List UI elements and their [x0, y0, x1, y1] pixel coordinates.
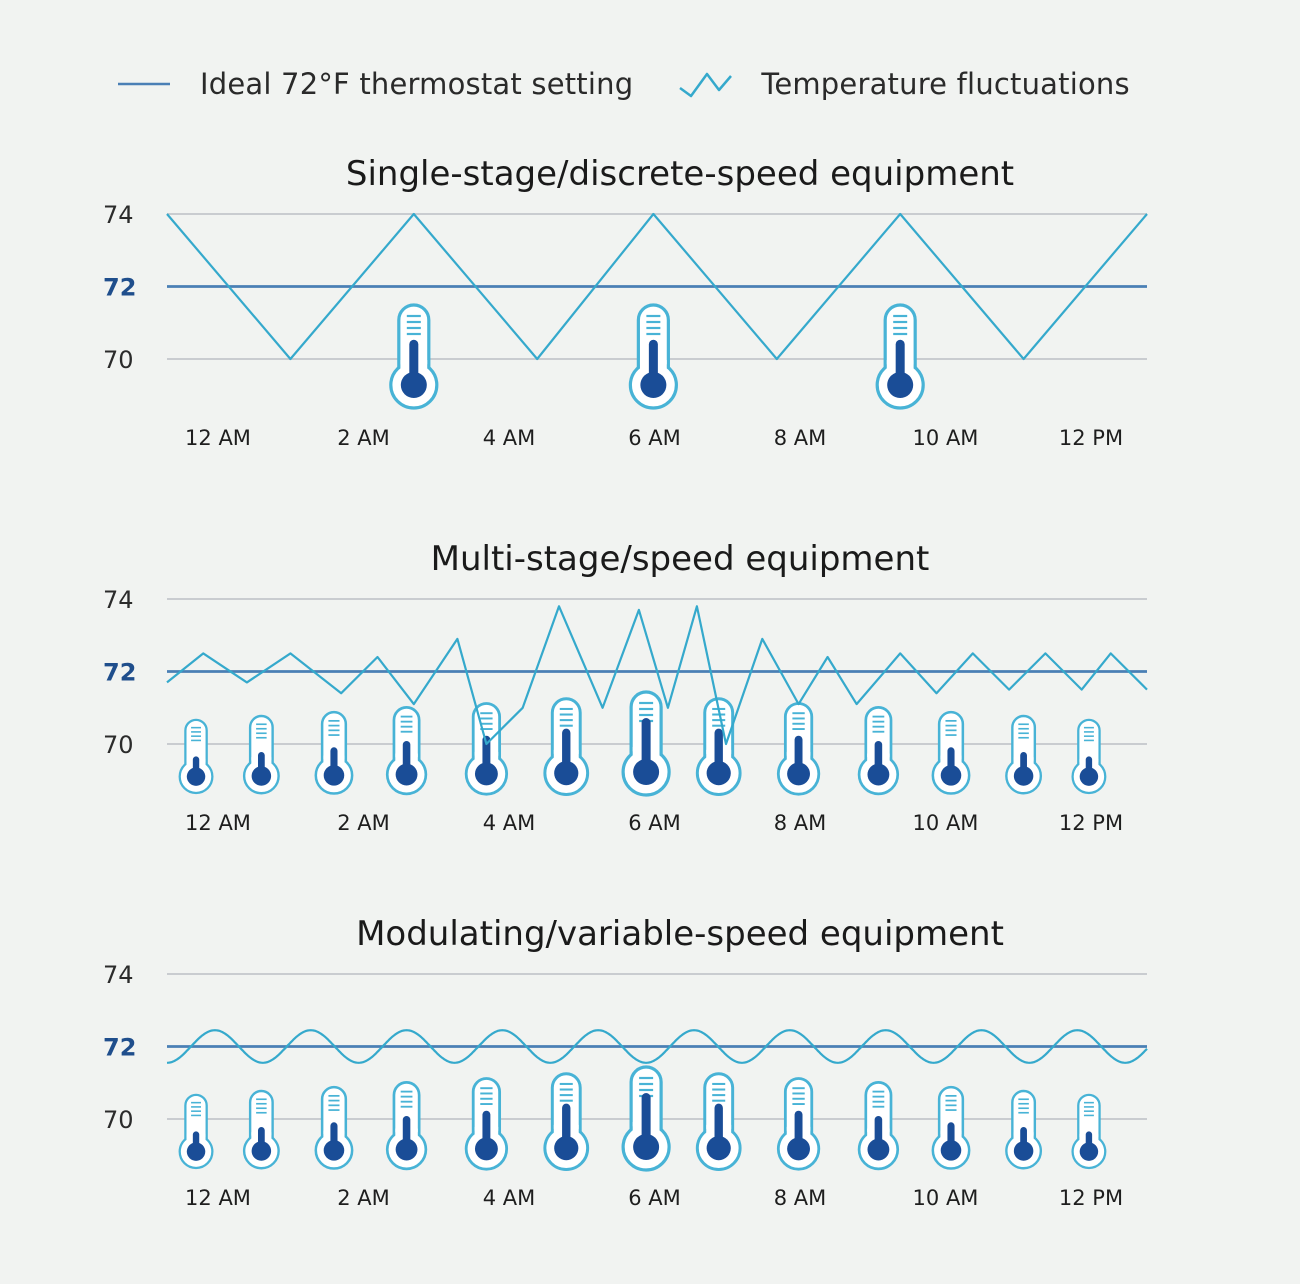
thermometer-icon — [778, 704, 818, 795]
thermometer-bulb — [252, 766, 272, 786]
x-tick-label: 4 AM — [482, 1186, 536, 1210]
legend-item-setpoint — [118, 62, 679, 106]
thermometer-icon — [877, 305, 923, 408]
legend — [118, 62, 1176, 106]
thermometer-icon — [391, 305, 437, 408]
chart-multi-stage — [0, 525, 1300, 855]
thermometer-bulb — [396, 1139, 418, 1161]
thermometer-bulb — [475, 1137, 498, 1160]
thermometer-bulb — [941, 765, 962, 786]
x-tick-label: 12 AM — [185, 1186, 251, 1210]
thermometer-icon — [933, 1087, 969, 1168]
chart-title: Modulating/variable-speed equipment — [356, 914, 1004, 954]
x-tick-label: 4 AM — [482, 811, 536, 835]
straight-line-icon — [118, 62, 172, 106]
x-tick-label: 12 AM — [185, 811, 251, 835]
thermometer-bulb — [324, 765, 345, 786]
legend-item-fluctuation — [679, 62, 1176, 106]
thermometer-bulb — [707, 1136, 731, 1160]
x-tick-label: 12 PM — [1058, 426, 1124, 450]
x-tick-label: 2 AM — [337, 426, 390, 450]
thermometer-icon — [1073, 720, 1106, 793]
thermometer-icon — [1006, 1091, 1040, 1168]
thermometer-icon — [630, 305, 676, 408]
x-tick-label: 4 AM — [482, 426, 536, 450]
thermometer-icon — [623, 692, 669, 795]
thermometer-bulb — [640, 372, 666, 398]
thermometer-icon — [778, 1079, 818, 1170]
thermometer-bulb — [787, 1137, 810, 1160]
thermometer-bulb — [633, 759, 659, 785]
thermometer-bulb — [324, 1140, 345, 1161]
thermometer-bulb — [941, 1140, 962, 1161]
x-tick-label: 12 AM — [185, 426, 251, 450]
thermometer-icon — [466, 1079, 506, 1170]
chart-title: Single-stage/discrete-speed equipment — [345, 154, 1015, 194]
thermometer-bulb — [633, 1134, 659, 1160]
thermometer-bulb — [1080, 767, 1098, 785]
thermometer-icon — [387, 707, 426, 794]
legend-label-setpoint: Ideal 72°F thermostat setting — [200, 67, 634, 101]
thermometer-icon — [697, 1074, 740, 1170]
chart-modulating — [0, 900, 1300, 1230]
thermometer-icon — [316, 1087, 352, 1168]
thermometer-bulb — [187, 767, 205, 785]
thermometer-icon — [387, 1082, 426, 1169]
thermometer-icon — [545, 1074, 588, 1170]
y-tick-label: 70 — [103, 1106, 134, 1134]
thermometer-icon — [244, 716, 279, 793]
thermometer-icon — [244, 1091, 279, 1168]
x-tick-label: 8 AM — [773, 426, 827, 450]
thermometer-icon — [623, 1067, 669, 1170]
thermometer-icon — [1073, 1095, 1106, 1168]
thermometer-icon — [180, 1095, 213, 1168]
thermometer-bulb — [187, 1142, 205, 1160]
thermometer-bulb — [396, 764, 418, 786]
thermometer-icon — [933, 712, 969, 793]
thermometer-bulb — [554, 1136, 578, 1160]
wave-line-icon — [679, 62, 733, 106]
thermometer-bulb — [554, 761, 578, 785]
y-tick-label: 72 — [103, 1033, 137, 1062]
x-tick-label: 2 AM — [337, 1186, 390, 1210]
x-tick-label: 6 AM — [628, 426, 681, 450]
x-tick-label: 12 PM — [1058, 1186, 1124, 1210]
x-tick-label: 12 PM — [1058, 811, 1124, 835]
y-tick-label: 74 — [103, 201, 134, 229]
thermometer-bulb — [475, 762, 498, 785]
y-tick-label: 70 — [103, 346, 134, 374]
thermometer-bulb — [1014, 1141, 1033, 1161]
y-tick-label: 70 — [103, 731, 134, 759]
thermometer-bulb — [867, 764, 889, 786]
thermometer-icon — [859, 707, 898, 794]
thermometer-bulb — [252, 1141, 272, 1161]
x-tick-label: 8 AM — [773, 1186, 827, 1210]
legend-label-fluctuation: Temperature fluctuations — [761, 67, 1130, 101]
thermometer-bulb — [867, 1139, 889, 1161]
y-tick-label: 74 — [103, 586, 134, 614]
x-tick-label: 10 AM — [912, 811, 979, 835]
x-tick-label: 10 AM — [912, 1186, 979, 1210]
x-tick-label: 10 AM — [912, 426, 979, 450]
x-tick-label: 6 AM — [628, 1186, 681, 1210]
thermometer-bulb — [887, 372, 913, 398]
thermometer-icon — [859, 1082, 898, 1169]
x-tick-label: 6 AM — [628, 811, 681, 835]
chart-single-stage — [0, 140, 1300, 470]
chart-title: Multi-stage/speed equipment — [430, 539, 930, 579]
thermometer-bulb — [787, 762, 810, 785]
thermometer-icon — [1006, 716, 1040, 793]
thermometer-icon — [545, 699, 588, 795]
x-tick-label: 2 AM — [337, 811, 390, 835]
thermometer-bulb — [1080, 1142, 1098, 1160]
thermometer-bulb — [1014, 766, 1033, 786]
thermometer-icon — [466, 704, 506, 795]
thermometer-bulb — [707, 761, 731, 785]
y-tick-label: 74 — [103, 961, 134, 989]
x-tick-label: 8 AM — [773, 811, 827, 835]
thermometer-icon — [180, 720, 213, 793]
thermometer-group — [391, 305, 923, 408]
y-tick-label: 72 — [103, 273, 137, 302]
y-tick-label: 72 — [103, 658, 137, 687]
thermometer-icon — [316, 712, 352, 793]
thermometer-bulb — [401, 372, 427, 398]
